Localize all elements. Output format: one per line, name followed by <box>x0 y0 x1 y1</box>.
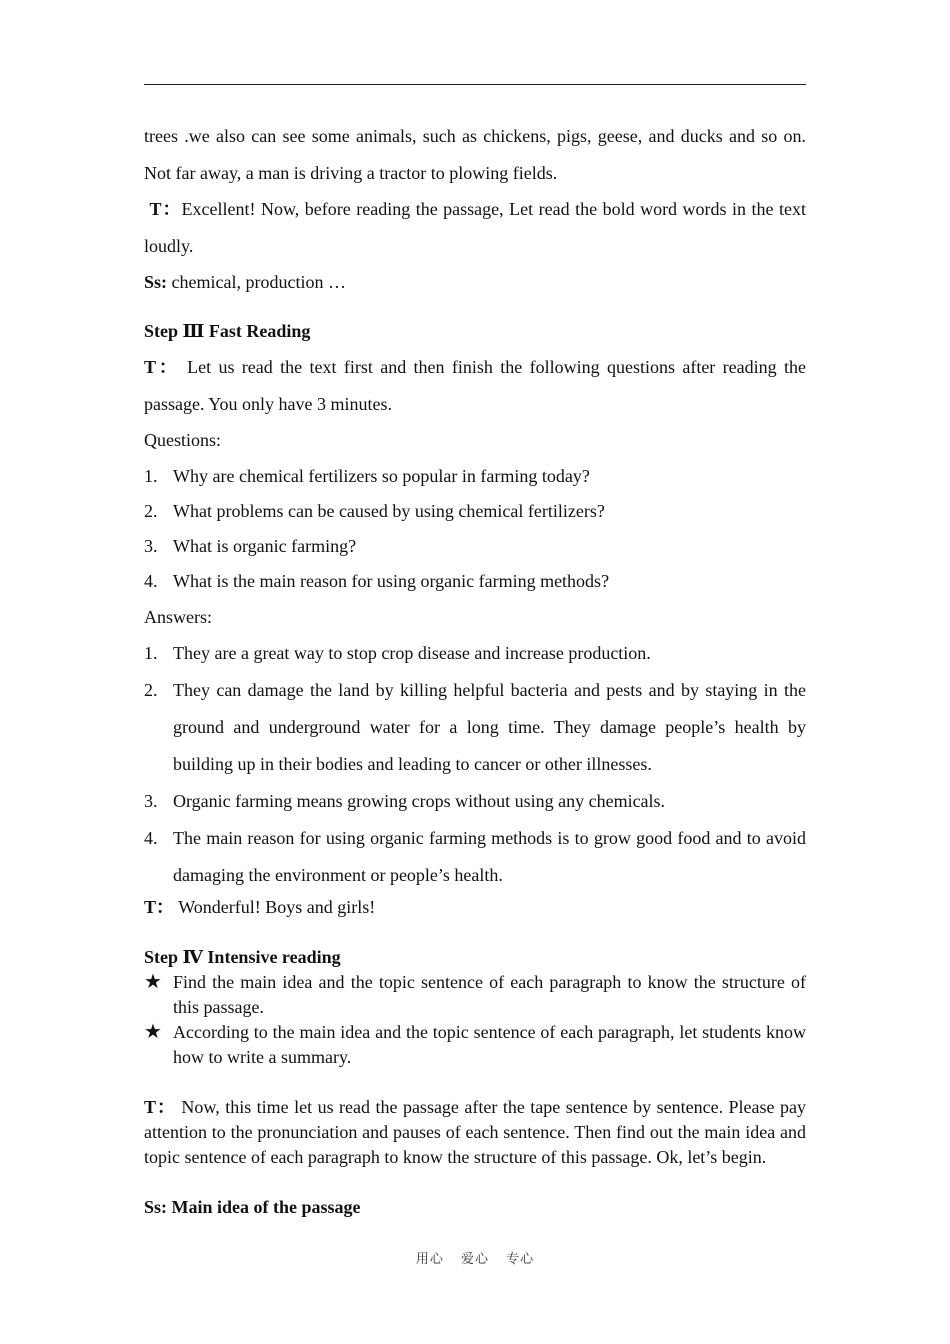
list-item: 3. What is organic farming? <box>144 536 357 556</box>
step4-heading: Step Ⅳ Intensive reading <box>144 947 341 967</box>
list-item: 1. Why are chemical fertilizers so popular in farming today? <box>144 466 590 486</box>
step3-teacher-closing <box>144 889 806 926</box>
step3-teacher-line <box>144 349 806 423</box>
teacher-text: Excellent! Now, before reading the passage, Let read the bold word words in the text loudly. <box>144 199 807 256</box>
list-item: 2. They can damage the land by killing helpful bacteria and pests and by staying in the ground and underground water for a long time. They damage people’s health by building up in their bodies and leading to cancer or other illnesses. <box>144 680 806 774</box>
students-text: chemical, production … <box>167 272 346 292</box>
list-item: 3. Organic farming means growing crops without using any chemicals. <box>144 791 666 811</box>
page-footer <box>0 1248 950 1267</box>
teacher-label: T： <box>144 357 180 377</box>
answers-label: Answers: <box>144 607 212 627</box>
intro-paragraph <box>144 118 806 192</box>
students-main-idea: Ss: Main idea of the passage <box>144 1197 361 1217</box>
footer-item: 专心 <box>506 1252 535 1267</box>
step4-bullets <box>144 970 806 1070</box>
footer-item: 用心 <box>415 1252 444 1267</box>
teacher-label: T： <box>149 199 182 219</box>
footer-item: 爱心 <box>460 1252 489 1267</box>
intro-text: trees .we also can see some animals, such as chickens, pigs, geese, and ducks and so on. Not far away, a man is driving a tractor to plowing fields. <box>144 126 806 183</box>
answers-list <box>144 635 806 894</box>
teacher-label: T： <box>144 1097 176 1117</box>
list-item: ★ Find the main idea and the topic sentence of each paragraph to know the structure of this passage. <box>144 970 806 1020</box>
list-item: 4. The main reason for using organic farming methods is to grow good food and to avoid damaging the environment or people’s health. <box>144 828 806 885</box>
step4-teacher-paragraph <box>144 1095 806 1170</box>
teacher-text: Now, this time let us read the passage after the tape sentence by sentence. Please pay attention to the pronunciation and pauses of each sentence. Then find out the main idea and topic sentence of each paragraph to know the structure of this passage. Ok, let’s begin. <box>144 1097 806 1167</box>
questions-list <box>144 458 806 600</box>
star-icon: ★ <box>144 1021 162 1043</box>
step3-heading: Step Ⅲ Fast Reading <box>144 321 311 341</box>
star-icon: ★ <box>144 971 162 993</box>
questions-label: Questions: <box>144 430 222 450</box>
list-item: ★ According to the main idea and the topic sentence of each paragraph, let students know how to write a summary. <box>144 1020 806 1070</box>
list-item: 4. What is the main reason for using organic farming methods? <box>144 571 610 591</box>
teacher-text: Wonderful! Boys and girls! <box>174 897 376 917</box>
header-rule <box>144 84 806 85</box>
students-line <box>144 264 806 301</box>
students-label: Ss: <box>144 272 168 292</box>
list-item: 2. What problems can be caused by using chemical fertilizers? <box>144 501 605 521</box>
teacher-label: T： <box>144 897 175 917</box>
teacher-text: Let us read the text first and then finish the following questions after reading the passage. You only have 3 minutes. <box>144 357 806 414</box>
teacher-line <box>144 191 806 265</box>
list-item: 1. They are a great way to stop crop disease and increase production. <box>144 643 651 663</box>
